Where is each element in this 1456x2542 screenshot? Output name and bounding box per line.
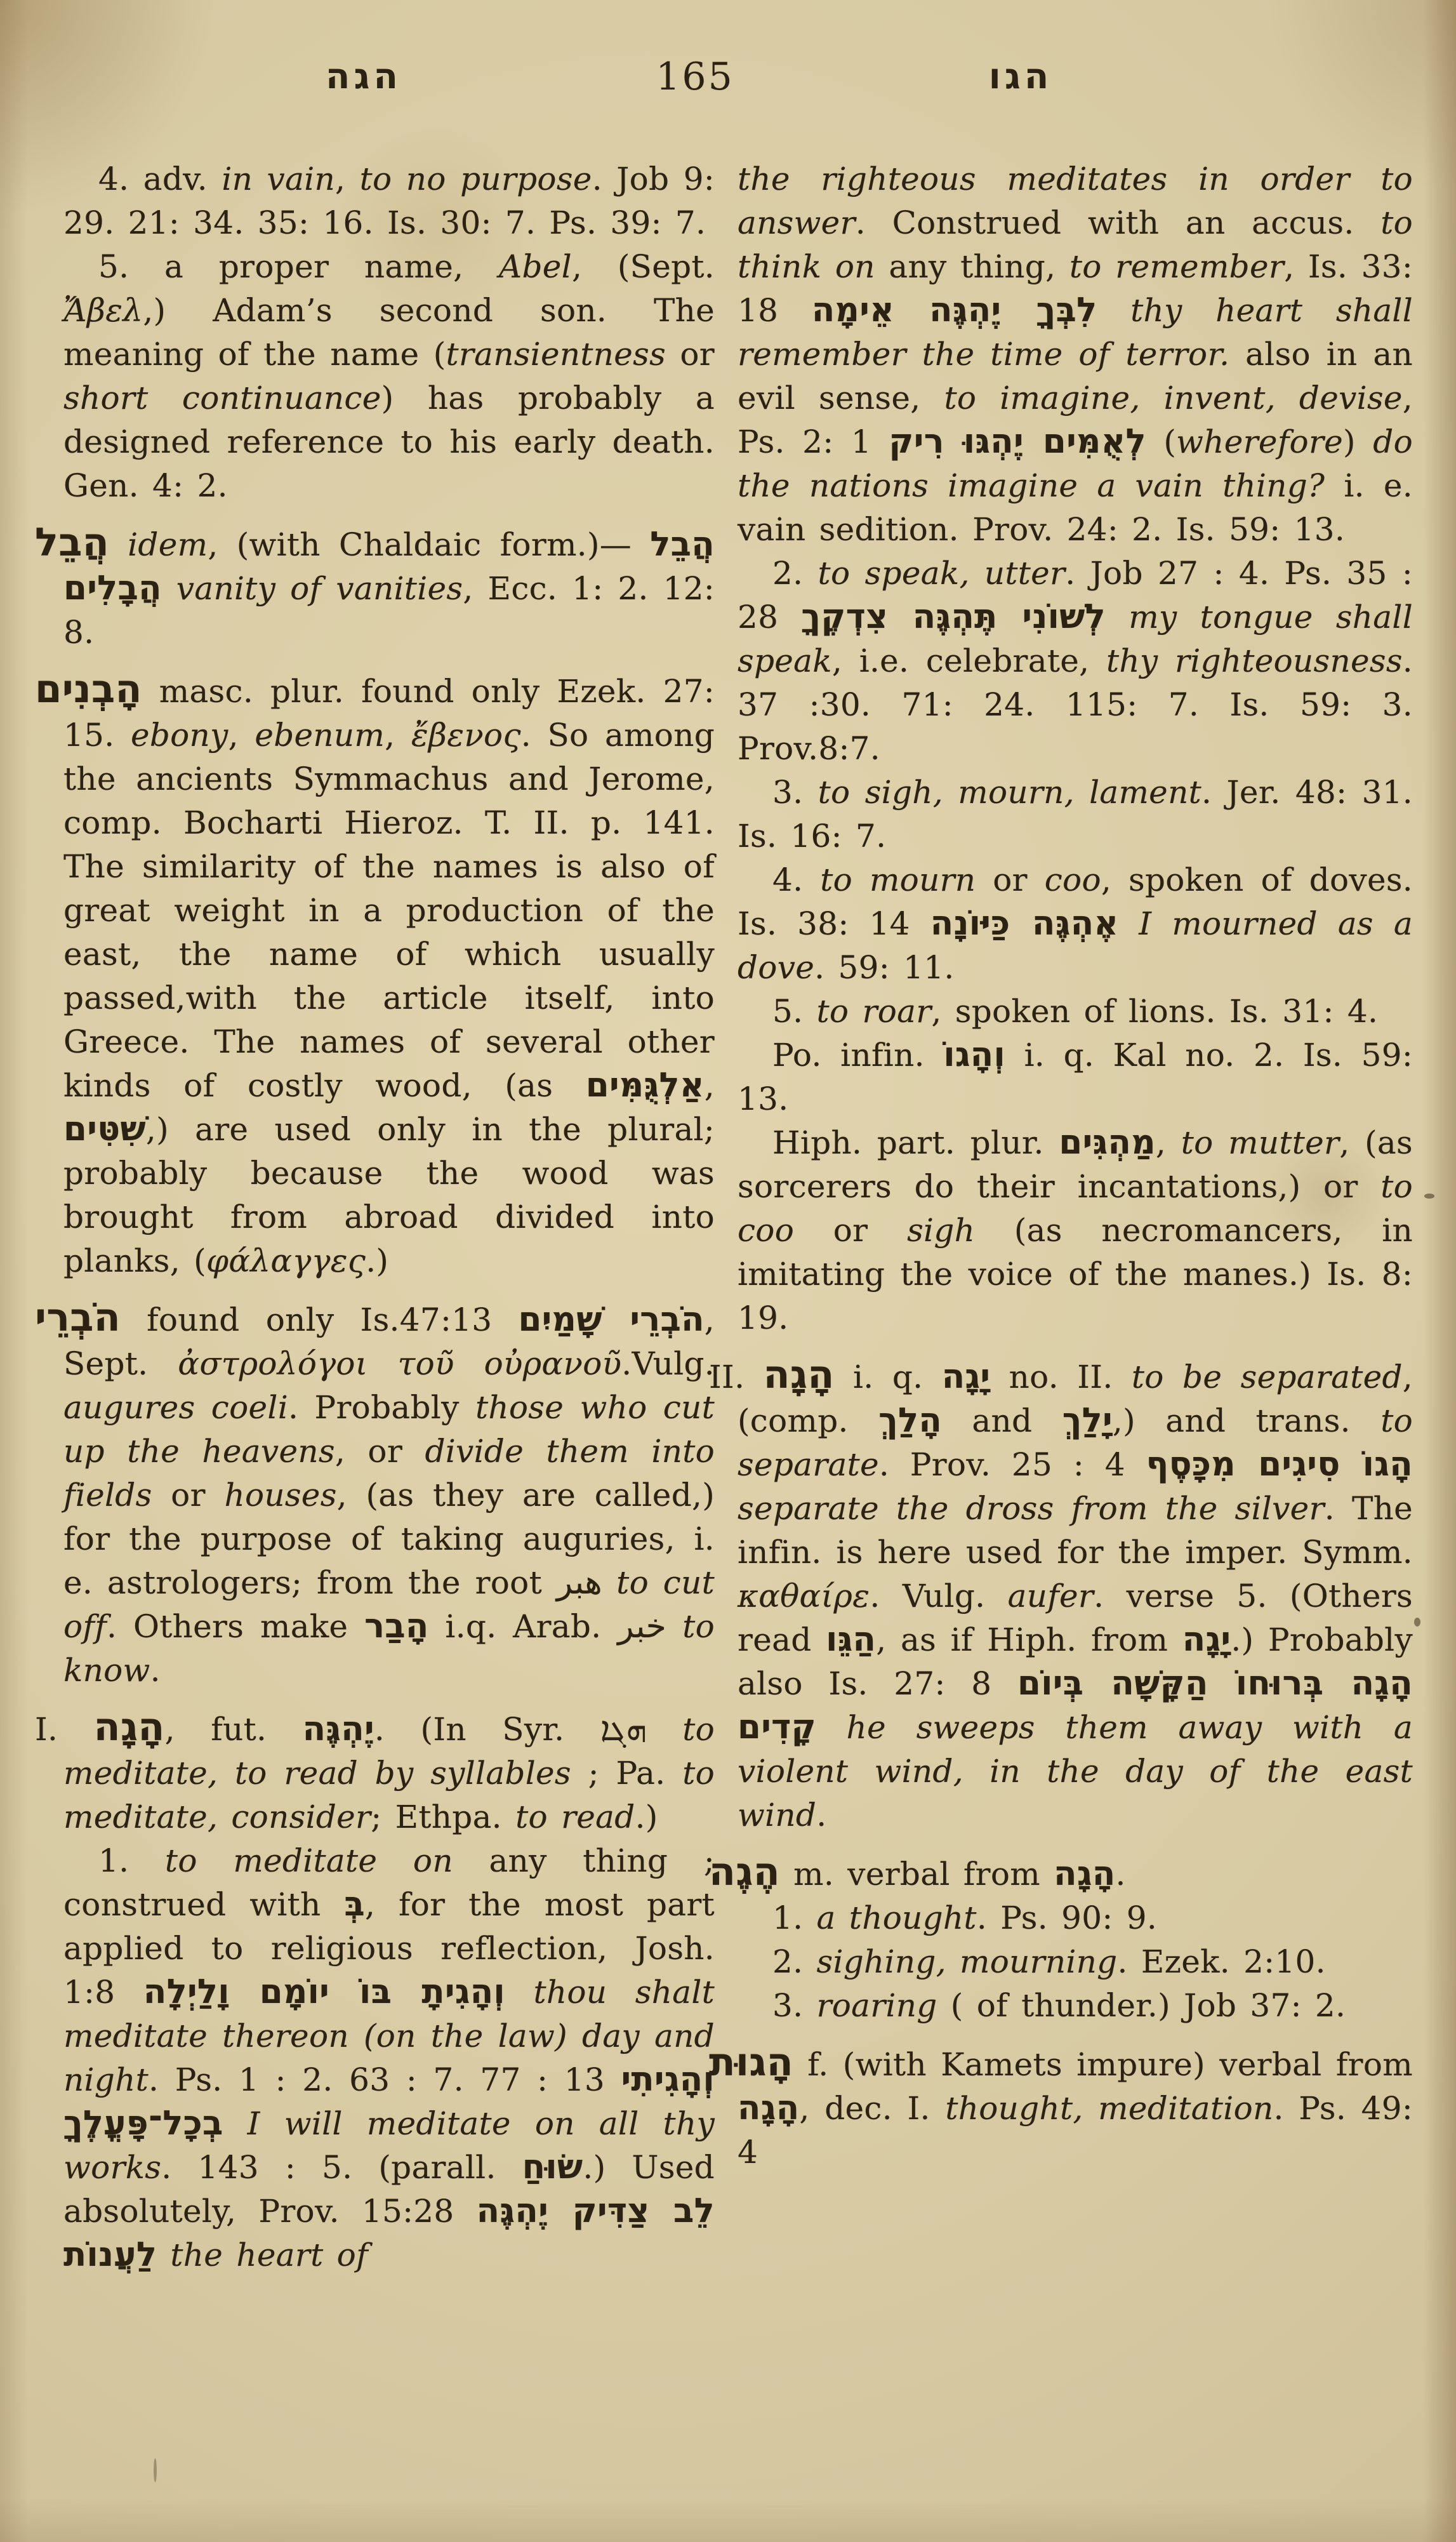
text-run-r: , Ps. 2: 1 — [738, 380, 1413, 460]
entry-hagut — [709, 2040, 1413, 2174]
text-run-r: . — [150, 1652, 161, 1689]
text-run-r: . — [1115, 1856, 1126, 1893]
haga-hiphil — [738, 1121, 1413, 1340]
text-run-h: לִבְּךָ יֶהְגֶּה אֵימָה — [811, 291, 1097, 329]
hegeh-sense-1 — [738, 1896, 1413, 1940]
text-run-i: aufer — [1007, 1578, 1094, 1614]
haga-sense-1 — [63, 1839, 715, 2277]
text-run-r: . 37 :30. 71: 24. 115: 7. Is. 59: 3. Prov.8:7. — [738, 642, 1413, 767]
haga-sense-3 — [738, 771, 1413, 858]
text-run-r: i. q. — [834, 1359, 942, 1395]
text-run-r: ( of thunder.) Job 37: 2. — [937, 1987, 1346, 2024]
text-run-r — [602, 1564, 617, 1601]
text-run-i: I will meditate on all thy works — [63, 2105, 715, 2186]
text-run-hb: הָגָה — [763, 1352, 835, 1397]
text-run-r: .) Used absolutely, Prov. 15:28 — [63, 2149, 715, 2230]
text-run-r: or — [666, 336, 715, 373]
text-run-r: , spoken of lions. Is. 31: 4. — [931, 993, 1379, 1030]
text-run-i: thou shalt meditate thereon (on the law) day and night — [63, 1974, 715, 2098]
text-run-r: or — [152, 1477, 225, 1514]
text-run-h: אַלְגֻּמִּים — [585, 1066, 705, 1105]
text-run-i: houses — [224, 1477, 337, 1514]
text-column-left — [35, 157, 715, 2277]
text-run-h: שׂוּחַ — [522, 2148, 583, 2186]
text-run-i: to speak, utter — [817, 555, 1066, 592]
sense-5-abel — [63, 245, 715, 508]
running-header — [0, 55, 1456, 112]
text-run-r: or — [794, 1212, 908, 1249]
text-run-i: separate the dross from the silver — [738, 1490, 1325, 1527]
text-run-i: to sigh, mourn, lament — [817, 774, 1201, 811]
text-run-h: וְהָגִיתִי בְכָל־פָּעֳלֶךָ — [63, 2060, 715, 2143]
text-run-r: f. (with Kamets impure) verbal from — [793, 2046, 1413, 2083]
text-run-a: خبر — [618, 1607, 666, 1646]
text-run-i: to mutter — [1181, 1124, 1340, 1161]
haga-sense-5 — [738, 990, 1413, 1034]
text-run-i: vanity of vanities — [176, 570, 463, 607]
ink-speck — [1424, 1194, 1434, 1199]
text-run-i: augures coeli — [63, 1389, 288, 1426]
text-run-r: also in an evil sense, — [738, 336, 1413, 416]
text-run-r: and — [942, 1402, 1062, 1439]
entry-hevel-chaldaic — [35, 520, 715, 655]
text-run-r: .) — [366, 1242, 389, 1279]
text-run-r: 2. — [772, 1943, 817, 1980]
text-run-r: . Job 9: 29. 21: 34. 35: 16. Is. 30: 7. Ps. 39: 7. — [63, 161, 715, 241]
text-run-r — [157, 2237, 170, 2273]
text-run-r: . The infin. is here used for the imper. Symm. — [738, 1490, 1413, 1571]
text-run-r: 1. — [772, 1900, 817, 1936]
text-run-g: Ἄβελ — [63, 292, 143, 329]
text-run-s: ܗܓܐ — [600, 1710, 647, 1748]
text-run-r: i. q. Kal no. 2. Is. 59: 13. — [738, 1037, 1413, 1117]
text-run-i: ebony — [130, 717, 228, 754]
text-run-r — [109, 526, 128, 563]
text-run-i: thy righteousness — [1106, 642, 1403, 679]
entry-hovnim-ebony — [35, 667, 715, 1283]
text-run-g: ἀστρολόγοι τοῦ οὐρανοῦ — [178, 1345, 622, 1382]
text-run-r: Hiph. part. plur. — [772, 1124, 1059, 1161]
text-run-i: to remember — [1069, 248, 1285, 285]
text-run-r: . — [816, 1797, 827, 1833]
text-run-a: هبر — [556, 1564, 602, 1602]
text-run-i: short continuance — [63, 380, 381, 416]
text-run-r: 5. — [772, 993, 817, 1030]
text-run-r: any thing ; construed with — [63, 1842, 715, 1923]
text-run-r — [666, 1608, 682, 1645]
text-run-h: הָגָה בְּרוּחוֹ הַקָּשָׁה בְּיוֹם קָדִים — [738, 1664, 1413, 1747]
text-run-r: 5. a proper name, — [98, 248, 500, 285]
text-run-i: idem — [128, 526, 208, 563]
text-run-h: הָגָה — [738, 2089, 800, 2127]
header-catchword-right: הגו — [988, 56, 1053, 97]
text-run-i: Abel — [499, 248, 572, 285]
text-run-r: or — [976, 862, 1045, 898]
text-run-r: ( — [1146, 423, 1177, 460]
entry-haga-I — [35, 1705, 715, 1839]
text-run-h: אֶהְגֶּה כַּיּוֹנָה — [930, 904, 1119, 943]
text-run-i: to roar — [816, 993, 932, 1030]
text-run-r: , (as sorcerers do their incantations,) or — [738, 1124, 1413, 1205]
text-run-i: the righteous meditates in order to answer — [738, 161, 1413, 241]
text-run-g: καθαίρε — [738, 1578, 870, 1614]
text-run-h: לְאֻמִּים יֶהְגּוּ רִיק — [889, 422, 1146, 461]
text-column-right — [709, 157, 1413, 2174]
text-run-r: I. — [35, 1711, 94, 1748]
text-run-i: divide them into fields — [63, 1433, 715, 1514]
text-run-i: do the nations imagine a vain thing? — [738, 423, 1413, 504]
text-run-h: הֹבְרֵי שָׁמַיִם — [518, 1300, 705, 1339]
text-run-r — [505, 1974, 534, 2011]
text-run-i: thought, meditation — [945, 2090, 1274, 2127]
text-run-r: masc. plur. found only Ezek. 27: 15. — [63, 673, 715, 754]
text-run-r: Po. infin. — [772, 1037, 944, 1074]
text-run-i: to coo — [738, 1168, 1413, 1249]
sense-4-hebel — [63, 157, 715, 245]
text-run-r: , Is. 33: 18 — [738, 248, 1413, 329]
text-run-r: , (Sept. — [571, 248, 715, 285]
text-run-i: my tongue shall speak — [738, 599, 1413, 679]
text-run-h: לֵב צַדִּיק יֶהְגֶּה לַעֲנוֹת — [63, 2192, 715, 2274]
text-run-r — [1106, 599, 1128, 636]
text-run-r: . Job 27 : 4. Ps. 35 : 28 — [738, 555, 1413, 636]
text-run-r — [223, 2105, 248, 2142]
text-run-i: sighing, mourning — [816, 1943, 1118, 1980]
text-run-r — [1097, 292, 1131, 329]
text-run-r: 4. — [772, 862, 821, 898]
text-run-i: to read — [515, 1799, 635, 1835]
entry-hovrei-astrologers — [35, 1295, 715, 1693]
text-run-g: ἔβενος — [411, 717, 521, 754]
text-run-i: ebenum — [255, 717, 385, 754]
text-run-r: , — [335, 161, 360, 197]
text-run-r: . 59: 11. — [814, 949, 955, 986]
text-run-h: הַגֵּו — [826, 1620, 877, 1659]
text-run-r: , — [385, 717, 411, 754]
text-run-r: found only Is.47:13 — [121, 1301, 519, 1338]
text-run-i: a thought — [816, 1900, 977, 1936]
text-run-r: , Ecc. 1: 2. 12: 8. — [63, 570, 715, 651]
text-run-r: , as if Hiph. from — [876, 1621, 1182, 1658]
text-run-r: no. II. — [990, 1359, 1132, 1395]
text-run-r — [816, 1709, 847, 1746]
text-run-r: . Probably — [288, 1389, 475, 1426]
text-run-r — [1118, 905, 1139, 942]
text-run-hb: הָגוּת — [709, 2040, 793, 2085]
text-run-h: יָגָה — [1182, 1620, 1231, 1659]
text-run-i: to think on — [738, 204, 1413, 285]
text-run-i: transientness — [446, 336, 666, 373]
text-run-r: . Others make — [107, 1608, 365, 1645]
text-run-g: φάλαγγες — [206, 1242, 366, 1279]
text-run-i: wherefore — [1176, 423, 1344, 460]
text-run-h: הָגוֹ סִיגִים מִכָּסֶף — [1146, 1445, 1413, 1484]
text-run-i: I mourned as a dove — [738, 905, 1413, 986]
text-run-hb: הֶגֶה — [709, 1849, 780, 1894]
text-run-r — [162, 570, 176, 607]
text-run-i: coo — [1044, 862, 1101, 898]
text-run-h: יָלַךְ — [1062, 1401, 1113, 1440]
text-run-h: הָלַךְ — [878, 1401, 943, 1440]
ink-speck — [1414, 1618, 1420, 1627]
haga-sense-4 — [738, 858, 1413, 990]
text-run-r: , — [704, 1067, 715, 1104]
ink-speck — [154, 2458, 157, 2482]
text-run-h: וְהָגִיתָ בּוֹ יוֹמָם וָלַיְלָה — [143, 1973, 505, 2011]
text-run-r: . Vulg. — [870, 1578, 1008, 1614]
hegeh-sense-2 — [738, 1940, 1413, 1984]
text-run-r: , fut. — [164, 1711, 303, 1748]
text-run-r: , (with Chaldaic form.)— — [208, 526, 651, 563]
text-run-r: , Sept. — [63, 1301, 715, 1382]
entry-haga-II — [709, 1352, 1413, 1837]
text-run-h: שִׁטִּים — [63, 1110, 146, 1148]
text-run-hb: הָבְנִים — [35, 667, 142, 712]
text-run-r: i. e. vain sedition. Prov. 24: 2. Is. 59: 13. — [738, 467, 1413, 548]
text-run-i: to imagine, invent, devise — [944, 380, 1403, 416]
text-run-r: . Jer. 48: 31. Is. 16: 7. — [738, 774, 1413, 855]
text-run-i: to mourn — [820, 862, 976, 898]
text-run-h: וְהָגוֹ — [943, 1035, 1006, 1074]
text-run-r: . verse 5. (Others read — [738, 1578, 1413, 1658]
text-run-r: .) Probably also Is. 27: 8 — [738, 1621, 1413, 1702]
text-run-i: to meditate on — [164, 1842, 453, 1879]
text-run-r: , (as they are called,) for the purpose of taking auguries, i. e. astrologers; from the root — [63, 1477, 715, 1601]
text-run-i: he sweeps them away with a violent wind, in the day of the east wind — [738, 1709, 1413, 1833]
text-run-r: .Vulg. — [621, 1345, 715, 1382]
text-run-r: . Ps. 49: 4 — [738, 2090, 1413, 2171]
text-run-r: i.q. Arab. — [428, 1608, 618, 1645]
text-run-r: 3. — [772, 774, 818, 811]
text-run-i: roaring — [816, 1987, 937, 2024]
text-run-r: . So among the ancients Symmachus and Jerome, comp. Bocharti Hieroz. T. II. p. 141. The similarity of the names is also of great weight in a production of the east, the name of which usually passed,with the article itself, into Greece. The names of several other kinds of costly wood, (as — [63, 717, 715, 1104]
text-run-r: 3. — [772, 1987, 817, 2024]
header-catchword-left: הגה — [326, 56, 402, 97]
text-run-r: II. — [709, 1359, 764, 1395]
text-run-h: בְּ — [344, 1885, 365, 1924]
text-run-i: to no purpose — [359, 161, 592, 197]
text-run-i: to be separated — [1131, 1359, 1403, 1395]
text-run-r: 2. — [772, 555, 818, 592]
text-run-r: . 143 : 5. (parall. — [161, 2149, 522, 2186]
text-run-r: , dec. I. — [799, 2090, 946, 2127]
text-run-r: ; Ethpa. — [371, 1799, 516, 1835]
text-run-r: . Prov. 25 : 4 — [878, 1446, 1146, 1483]
haga-poel — [738, 1034, 1413, 1121]
text-run-i: those who cut up the heavens — [63, 1389, 715, 1470]
text-run-r: . Ps. 1 : 2. 63 : 7. 77 : 13 — [149, 2061, 621, 2098]
text-run-r: (as necromancers, in imitating the voice of the manes.) Is. 8: 19. — [738, 1212, 1413, 1336]
text-run-r: ,) are used only in the plural; probably because the wood was brought from abroad divided into planks, ( — [63, 1111, 715, 1279]
text-run-r: 4. adv. — [98, 161, 222, 197]
text-run-h: יָגָה — [941, 1357, 991, 1396]
text-run-r — [647, 1711, 682, 1748]
text-run-h: הֲבֵל הֲבָלִים — [63, 525, 715, 608]
text-run-h: יֶהְגֶּה — [302, 1710, 374, 1748]
text-run-i: to know — [63, 1608, 715, 1689]
text-run-hb: הֹבְרֵי — [35, 1295, 121, 1340]
page-number: 165 — [656, 55, 734, 99]
text-run-r: . (In Syr. — [374, 1711, 600, 1748]
text-run-i: in vain — [222, 161, 335, 197]
text-run-r: ,) Adam’s second son. The meaning of the name ( — [63, 292, 715, 373]
text-run-h: לְשׁוֹנִי תֶּהְגֶּה צִדְקֶךָ — [801, 597, 1106, 636]
text-run-r: m. verbal from — [779, 1856, 1054, 1893]
haga-sense-2 — [738, 552, 1413, 771]
text-run-i: thy heart shall remember the time of terror. — [738, 292, 1413, 373]
text-run-i: to meditate, to read by syllables — [63, 1711, 715, 1792]
text-run-h: מַהְגִּים — [1059, 1123, 1156, 1162]
haga-sense-1-continued — [738, 157, 1413, 552]
text-run-i: the heart of — [170, 2237, 368, 2273]
text-run-r: . Ezek. 2:10. — [1117, 1943, 1326, 1980]
text-run-r: ) — [1343, 423, 1373, 460]
text-run-r: , for the most part applied to religious reflection, Josh. 1:8 — [63, 1886, 715, 2011]
text-run-hb: הָגָה — [93, 1705, 165, 1750]
text-run-r: .) — [635, 1799, 658, 1835]
text-run-r: , i.e. celebrate, — [831, 642, 1106, 679]
hegeh-sense-3 — [738, 1984, 1413, 2028]
text-run-i: to separate — [738, 1402, 1413, 1483]
text-run-r: . Construed with an accus. — [855, 204, 1381, 241]
text-run-r: 1. — [98, 1842, 165, 1879]
text-run-r: , — [1155, 1124, 1181, 1161]
text-run-r: ,) and trans. — [1112, 1402, 1381, 1439]
text-run-h: הָבַר — [364, 1607, 429, 1646]
text-run-r: , (comp. — [738, 1359, 1413, 1439]
text-run-hb: הֲבֵל — [35, 520, 109, 565]
text-run-r: ) has probably a designed reference to his early death. Gen. 4: 2. — [63, 380, 715, 504]
text-run-h: הָגָה — [1054, 1854, 1116, 1893]
entry-hegeh — [709, 1849, 1413, 1896]
text-run-i: to meditate, consider — [63, 1755, 715, 1835]
text-run-r: , — [228, 717, 255, 754]
text-run-r: . Ps. 90: 9. — [976, 1900, 1158, 1936]
text-run-r: , spoken of doves. Is. 38: 14 — [738, 862, 1413, 942]
text-run-r: any thing, — [875, 248, 1069, 285]
text-run-i: to cut off — [63, 1564, 715, 1645]
text-run-r: , or — [334, 1433, 425, 1470]
text-run-r: ; Pa. — [571, 1755, 683, 1792]
text-run-i: sigh — [907, 1212, 976, 1249]
